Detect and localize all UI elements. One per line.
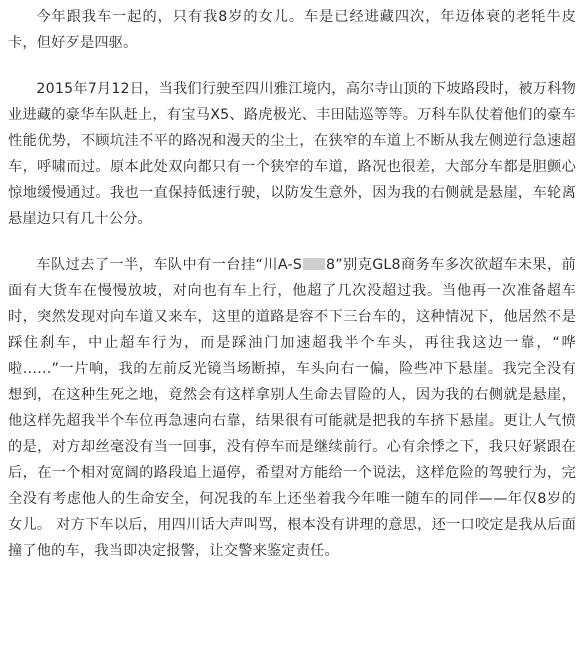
paragraph-3-text-start: 车队过去了一半，车队中有一台挂“川A-S bbox=[36, 257, 302, 273]
paragraph-3-text-rest: 8”别克GL8商务车多次欲超车未果，前面有大货车在慢慢放坡，对向也有车上行，他超了几次没超过我。当他再一次准备超车时，突然发现对向车道又来车，这里的道路是容不下三台车的，这种情况下，他居然不是踩住刹车，中止超车行为，而是踩油门加速超我半个车头，再往我这边一靠，“哗啦……”一片响，我的左前反光镜当场断掉，车头向右一偏，险些冲下悬崖。我完全没有想到，在这种生死之地，竟然会有这样拿别人生命去冒险的人，因为我的右侧就是悬崖，他这样先超我半个车位再急速向右靠，结果很有可能就是把我的车挤下悬崖。更让人气愤的是，对方却丝毫没有当一回事，没有停车而是继续前行。心有余悸之下，我只好紧跟在后，在一个相对宽阔的路段追上逼停，希望对方能给一个说法，这样危险的驾驶行为，完全没有考虑他人的生命安全，何况我的车上还坐着我今年唯一随车的同伴——年仅8岁的女儿。 对方下车以后，用四川话大声叫骂，根本没有讲理的意思，还一口咬定是我从后面撞了他的车，我当即决定报警，让交警来鉴定责任。 bbox=[8, 257, 576, 559]
paragraph-2: 2015年7月12日，当我们行驶至四川雅江境内，高尔寺山顶的下坡路段时，被万科物业进藏的豪华车队赶上，有宝马X5、路虎极光、丰田陆巡等等。万科车队仗着他们的豪车性能优势，不顾坑洼不平的路况和漫天的尘土，在狭窄的车道上不断从我左侧逆行急速超车，呼啸而过。原本此处双向都只有一个狭窄的车道，路况也很差，大部分车都是胆颤心惊地缓慢通过。我也一直保持低速行驶，以防发生意外，因为我的右侧就是悬崖，车轮离悬崖边只有几十公分。 bbox=[8, 81, 576, 227]
paragraph-1: 今年跟我车一起的，只有我8岁的女儿。车是已经进藏四次，年迈体衰的老牦牛皮卡，但好歹是四驱。 bbox=[8, 9, 576, 51]
paragraph-3 bbox=[8, 252, 576, 564]
license-plate-redaction bbox=[303, 258, 325, 270]
